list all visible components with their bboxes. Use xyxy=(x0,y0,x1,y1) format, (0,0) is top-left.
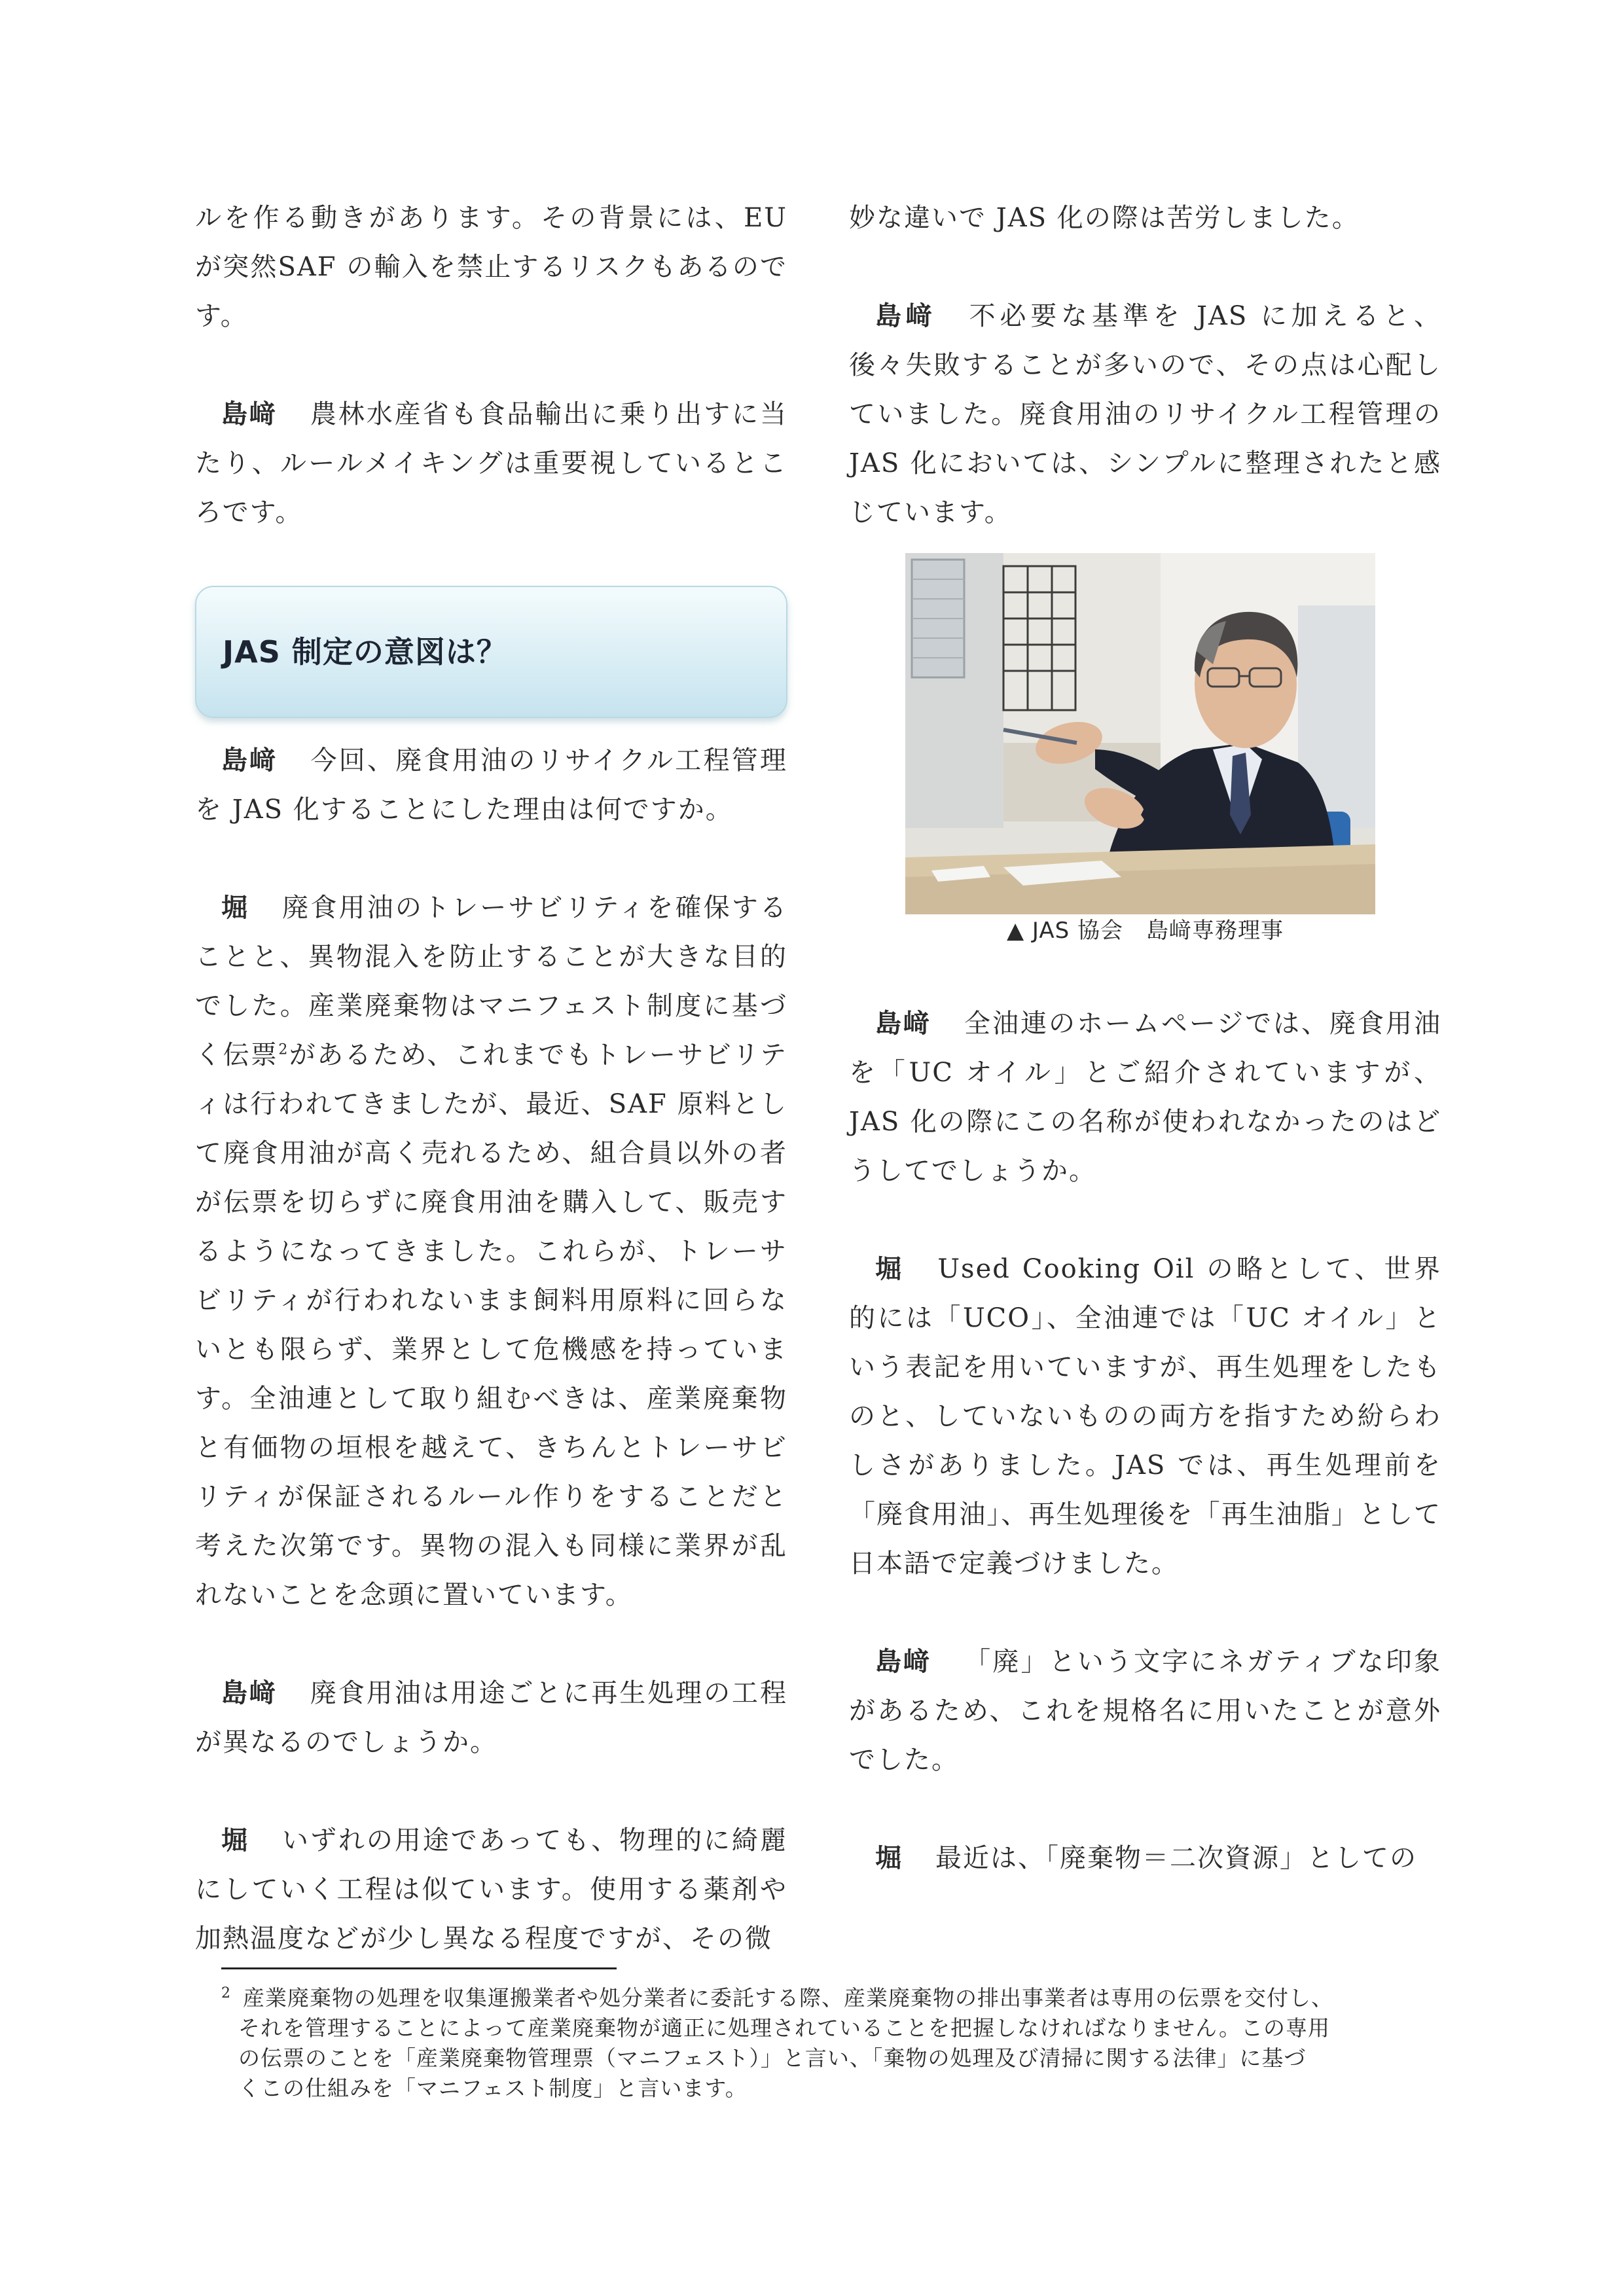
speaker-name: 島﨑 xyxy=(875,301,937,331)
window-blinds xyxy=(912,560,964,677)
footnote-line: の伝票のことを「産業廃棄物管理票（マニフェスト）」と言い、「棄物の処理及び清掃に関する法律」に基づ xyxy=(238,2045,1307,2071)
speaker-name: 島﨑 xyxy=(221,1678,278,1708)
left-column xyxy=(195,194,787,1964)
paragraph xyxy=(849,292,1441,537)
paragraph-text: 廃食用油は用途ごとに再生処理の工程が異なるのでしょうか。 xyxy=(195,1678,788,1757)
paragraph-text: 廃食用油のトレーサビリティを確保することと、異物混入を防止することが大きな目的でした。産業廃棄物はマニフェスト制度に基づく伝票 xyxy=(195,893,788,1070)
paragraph: ルを作る動きがあります。その背景には、EU が突然SAF の輸入を禁止するリスクもあるのです。 xyxy=(195,203,787,331)
footnote-text: 産業廃棄物の処理を収集運搬業者や処分業者に委託する際、産業廃棄物の排出事業者は専用の伝票を交付し、 xyxy=(243,1985,1333,2011)
section-heading-box xyxy=(195,586,787,718)
paragraph xyxy=(849,1245,1441,1588)
paragraph-text: 農林水産省も食品輸出に乗り出すに当たり、ルールメイキングは重要視しているところです。 xyxy=(195,399,788,528)
interview-photo-image xyxy=(905,553,1375,914)
footnote-line: くこの仕組みを「マニフェスト制度」と言います。 xyxy=(238,2075,748,2101)
paragraph-text: があるため、これまでもトレーサビリティは行われてきましたが、最近、SAF 原料として廃食用油が高く売れるため、組合員以外の者が伝票を切らずに廃食用油を購入して、販売するようになってきました。これらが、トレーサビリティが行われないまま飼料用原料に回らないとも限らず、業界として危機感を持っています。全油連として取り組むべきは、産業廃棄物と有価物の垣根を越えて、きちんとトレーサビリティが保証されるルール作りをすることだと考えた次第です。異物の混入も同様に業界が乱れないことを念頭に置いています。 xyxy=(195,1040,787,1610)
footnote xyxy=(221,1983,1439,2104)
footnote-reference: 2 xyxy=(278,1041,289,1058)
paragraph-text: 不必要な基準を JAS に加えると、後々失敗することが多いので、その点は心配していました。廃食用油のリサイクル工程管理の JAS 化においては、シンプルに整理されたと感じています。 xyxy=(849,301,1441,528)
speaker-name: 堀 xyxy=(221,1825,249,1856)
paragraph xyxy=(195,884,787,1620)
paragraph xyxy=(195,736,787,834)
speaker-name: 堀 xyxy=(875,1843,903,1873)
speaker-name: 島﨑 xyxy=(221,745,278,776)
footnote-line: それを管理することによって産業廃棄物が適正に処理されていることを把握しなければなりません。この専用 xyxy=(238,2015,1330,2041)
speaker-name: 堀 xyxy=(875,1254,905,1284)
footnote-number: 2 xyxy=(221,1985,231,2001)
paragraph-text: 「廃」という文字にネガティブな印象があるため、これを規格名に用いたことが意外でした。 xyxy=(849,1647,1441,1775)
paragraph xyxy=(849,1834,1441,1883)
photo-caption: ▲ JAS 協会 島﨑専務理事 xyxy=(1006,918,1284,944)
paragraph xyxy=(849,1638,1441,1785)
speaker-name: 島﨑 xyxy=(875,1009,931,1039)
speaker-name: 島﨑 xyxy=(221,399,278,429)
paragraph-text: いずれの用途であっても、物理的に綺麗にしていく工程は似ています。使用する薬剤や加熱温度などが少し異なる程度ですが、その微 xyxy=(195,1825,787,1954)
paragraph-text: 全油連のホームページでは、廃食用油を「UC オイル」とご紹介されていますが、JAS 化の際にこの名称が使われなかったのはどうしてでしょうか。 xyxy=(849,1009,1442,1186)
footnote-line xyxy=(221,1983,1439,2013)
paragraph: 妙な違いで JAS 化の際は苦労しました。 xyxy=(849,203,1360,233)
paragraph xyxy=(195,1669,787,1767)
right-column xyxy=(849,194,1441,1883)
paragraph xyxy=(849,999,1441,1196)
section-heading: JAS 制定の意図は？ xyxy=(223,634,507,670)
paragraph-text: Used Cooking Oil の略として、世界的には「UCO」、全油連では「UC オイル」という表記を用いていますが、再生処理をしたものと、していないものの両方を指すため紛らわしさがありました。JAS では、再生処理前を「廃食用油」、再生処理後を「再生油脂」として日本語で定義づけました。 xyxy=(849,1254,1441,1579)
paragraph-text: 今回、廃食用油のリサイクル工程管理を JAS 化することにした理由は何ですか。 xyxy=(195,745,787,825)
speaker-name: 堀 xyxy=(221,893,250,923)
paragraph-text: 最近は、「廃棄物＝二次資源」としての xyxy=(935,1843,1417,1873)
paragraph xyxy=(195,390,787,537)
footnote-divider xyxy=(221,1967,617,1969)
interview-photo xyxy=(905,553,1375,914)
speaker-name: 島﨑 xyxy=(875,1647,932,1677)
paragraph xyxy=(195,1816,787,1964)
